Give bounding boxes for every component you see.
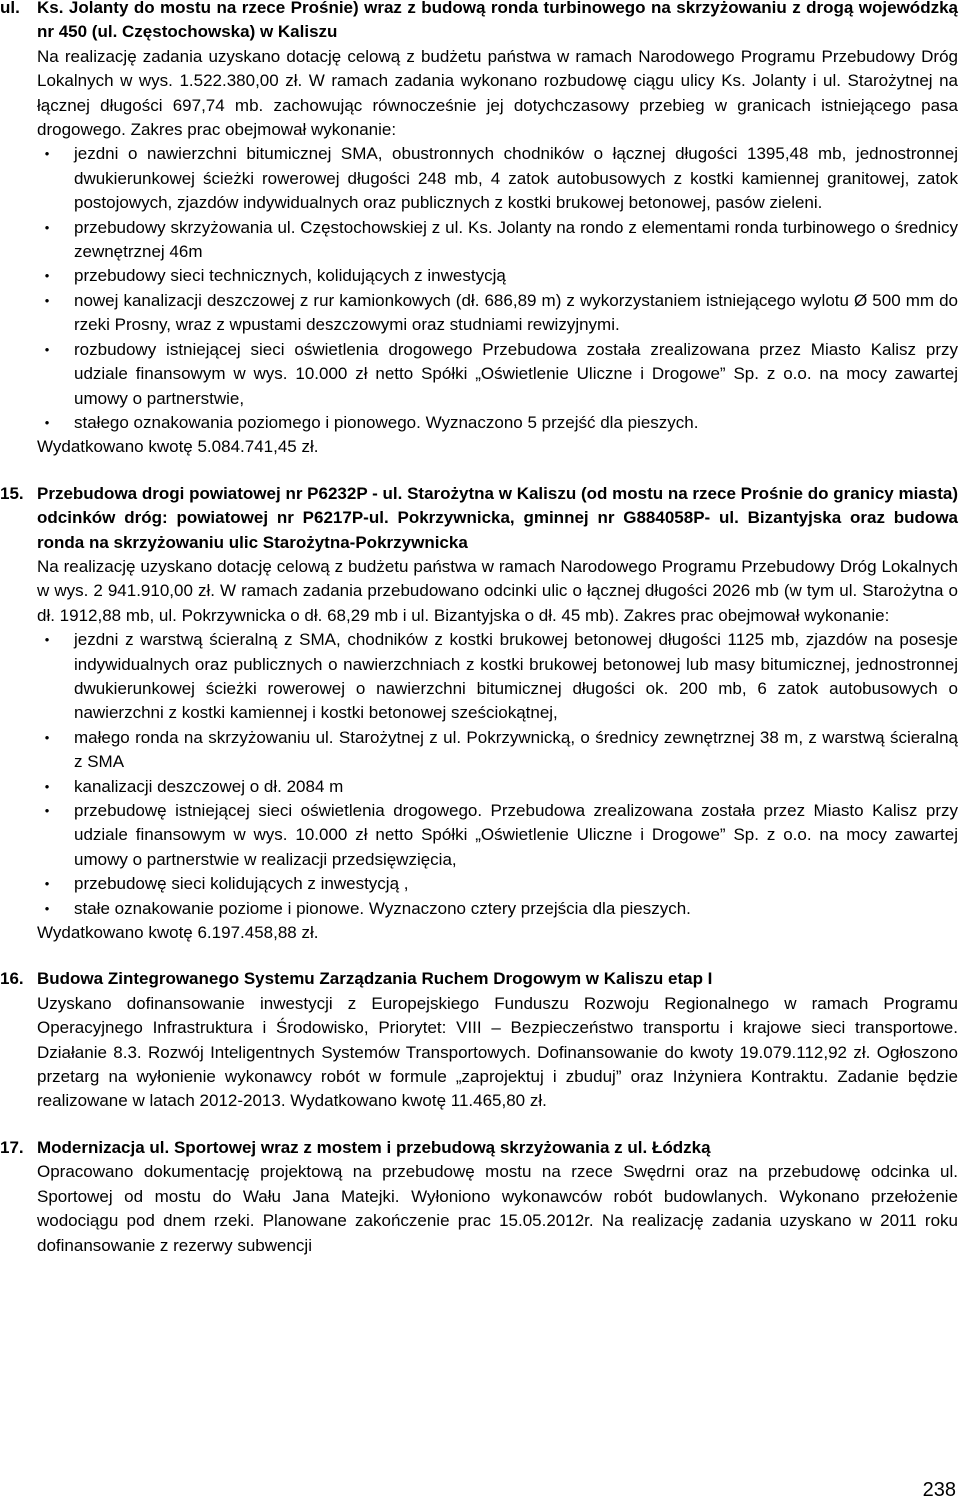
list-item-text: przebudowy skrzyżowania ul. Częstochowskiej z ul. Ks. Jolanty na rondo z elementami ronda turbinowego o średnicy zewnętrznej 46m [74, 217, 958, 262]
section-15-bullet-list [37, 628, 958, 921]
section-17-number: 17. [0, 1137, 24, 1157]
list-item-text: nowej kanalizacji deszczowej z rur kamionkowych (dł. 686,89 m) z wykorzystaniem istniejącego wylotu Ø 500 mm do rzeki Prosny, wraz z wpustami deszczowymi oraz studniami rewizyjnymi. [74, 290, 958, 335]
list-item [37, 726, 958, 775]
list-item [37, 897, 958, 921]
intro-title-text: Ks. Jolanty do mostu na rzece Prośnie) wraz z budową ronda turbinowego na skrzyżowaniu z drogą wojewódzką nr 450 (ul. Częstochowska) w Kaliszu [37, 0, 958, 42]
section-15 [0, 482, 958, 946]
bullet-icon: • [44, 146, 50, 162]
section-16-number: 16. [0, 969, 24, 989]
list-item-text: przebudowę sieci kolidujących z inwestycją , [74, 874, 409, 894]
section-15-paragraph: Na realizację uzyskano dotację celową z budżetu państwa w ramach Narodowego Programu Przebudowy Dróg Lokalnych w wys. 2 941.910,00 zł. W ramach zadania przebudowano odcinki ulic o łącznej długości 2026 mb (w tym ul. Starożytna o dł. 1912,88 mb, ul. Pokrzywnicka o dł. 68,29 mb i ul. Bizantyjska o dł. 45 mb). Zakres prac obejmował wykonanie: [37, 556, 958, 625]
bullet-icon: • [44, 900, 50, 916]
list-item-text: rozbudowy istniejącej sieci oświetlenia drogowego Przebudowa została zrealizowana przez Miasto Kalisz przy udziale finansowym w wys. 10.000 zł netto Spółki „Oświetlenie Uliczne i Drogowe” Sp. z o.o. na mocy zawartej umowy o partnerstwie, [74, 339, 958, 408]
list-item [37, 775, 958, 799]
list-item-text: jezdni o nawierzchni bitumicznej SMA, obustronnych chodników o łącznej długości 1395,48 mb, jednostronnej dwukierunkowej ścieżki rowerowej długości 248 mb, 4 zatok autobusowych z kostki kamiennej granitowej, zatok postojowych, zjazdów indywidualnych oraz publicznych z kostki brukowej betonowej, pasów zieleni. [74, 144, 958, 213]
list-item-text: przebudowy sieci technicznych, kolidujących z inwestycją [74, 266, 506, 286]
page-number: 238 [922, 1478, 956, 1501]
list-item [37, 628, 958, 726]
intro-paragraph: Na realizację zadania uzyskano dotację celową z budżetu państwa w ramach Narodowego Programu Przebudowy Dróg Lokalnych w wys. 1.522.380,00 zł. W ramach zadania wykonano rozbudowę ciągu ulicy Ks. Jolanty i ul. Starożytnej na łącznej długości 697,74 mb. zachowując równocześnie jej dotychczasowy przebieg w granicach istniejącego pasa drogowego. Zakres prac obejmował wykonanie: [37, 46, 958, 140]
bullet-icon: • [44, 414, 50, 430]
list-item-text: stałego oznakowania poziomego i pionowego. Wyznaczono 5 przejść dla pieszych. [74, 412, 699, 432]
list-item-text: małego ronda na skrzyżowaniu ul. Starożytnej z ul. Pokrzywnicką, o średnicy zewnętrznej 38 m, z warstwą ścieralną z SMA [74, 727, 958, 772]
section-16-paragraph: Uzyskano dofinansowanie inwestycji z Europejskiego Funduszu Rozwoju Regionalnego w ramach Programu Operacyjnego Infrastruktura i Środowisko, Priorytet: VIII – Bezpieczeństwo transportu i krajowe sieci transportowe. Działanie 8.3. Rozwój Inteligentnych Systemów Transportowych. Dofinansowanie do kwoty 19.079.112,92 zł. Ogłoszono przetarg na wyłonienie wykonawcy robót w formule „zaprojektuj i zbuduj” oraz Inżyniera Kontraktu. Zadanie będzie realizowane w latach 2012-2013. Wydatkowano kwotę 11.465,80 zł. [37, 993, 958, 1111]
section-15-title [0, 482, 958, 555]
section-17-paragraph: Opracowano dokumentację projektową na przebudowę mostu na rzece Swędrni oraz na przebudowę odcinka ul. Sportowej od mostu do Wału Jana Matejki. Wyłoniono wykonawców robót budowlanych. Wykonano przełożenie wodociągu pod dnem rzeki. Planowane zakończenie prac 15.05.2012r. Na realizację zadania uzyskano w 2011 roku dofinansowanie z rezerwy subwencji [37, 1162, 958, 1255]
intro-spent: Wydatkowano kwotę 5.084.741,45 zł. [37, 437, 319, 457]
section-16 [0, 967, 958, 1113]
bullet-icon: • [44, 803, 50, 818]
bullet-icon: • [44, 341, 50, 357]
section-15-title-text: Przebudowa drogi powiatowej nr P6232P - ul. Starożytna w Kaliszu (od mostu na rzece Prośnie do granicy miasta) odcinków dróg: powiatowej nr P6217P-ul. Pokrzywnicka, gminnej nr G884058P- ul. Bizantyjska oraz budowa ronda na skrzyżowaniu ulic Starożytna-Pokrzywnicka [37, 483, 958, 552]
list-item [37, 216, 958, 265]
list-item-text: kanalizacji deszczowej o dł. 2084 m [74, 776, 344, 796]
section-17-title [0, 1136, 958, 1160]
section-15-number: 15. [0, 483, 24, 503]
bullet-icon: • [44, 778, 50, 794]
bullet-icon: • [44, 268, 50, 284]
bullet-icon: • [44, 219, 50, 235]
intro-title-prefix: ul. [0, 0, 20, 17]
list-item [37, 289, 958, 338]
section-17 [0, 1136, 958, 1258]
section-16-title-text: Budowa Zintegrowanego Systemu Zarządzania Ruchem Drogowym w Kaliszu etap I [37, 969, 713, 989]
bullet-icon: • [44, 876, 50, 892]
list-item-text: stałe oznakowanie poziome i pionowe. Wyznaczono cztery przejścia dla pieszych. [74, 898, 691, 918]
bullet-icon: • [44, 729, 50, 745]
list-item [37, 799, 958, 872]
list-item [37, 142, 958, 215]
list-item-text: jezdni z warstwą ścieralną z SMA, chodników z kostki brukowej betonowej długości 1125 mb, zjazdów na posesje indywidualnych oraz publicznych o nawierzchniach z kostki brukowej betonowej lub masy bitumicznej, jednostronnej dwukierunkowej ścieżki rowerowej o nawierzchni bitumicznej długości ok. 200 mb, 6 zatok autobusowych o nawierzchni z kostki kamiennej i kostki betonowej sześciokątnej, [74, 630, 958, 723]
list-item [37, 264, 958, 288]
bullet-icon: • [44, 632, 50, 648]
bullet-icon: • [44, 292, 50, 308]
list-item [37, 338, 958, 411]
intro-bullet-list [37, 142, 958, 435]
list-item [37, 872, 958, 896]
intro-section [0, 0, 958, 460]
list-item [37, 411, 958, 435]
section-16-title [0, 967, 958, 991]
section-17-title-text: Modernizacja ul. Sportowej wraz z mostem i przebudową skrzyżowania z ul. Łódzką [37, 1137, 711, 1157]
list-item-text: przebudowę istniejącej sieci oświetlenia drogowego. Przebudowa zrealizowana została przez Miasto Kalisz przy udziale finansowym w wys. 10.000 zł netto Spółki „Oświetlenie Uliczne i Drogowe” Sp. z o.o. na mocy zawartej umowy o partnerstwie w realizacji przedsięwzięcia, [74, 801, 958, 869]
section-15-spent: Wydatkowano kwotę 6.197.458,88 zł. [37, 923, 319, 943]
intro-title [0, 0, 958, 45]
